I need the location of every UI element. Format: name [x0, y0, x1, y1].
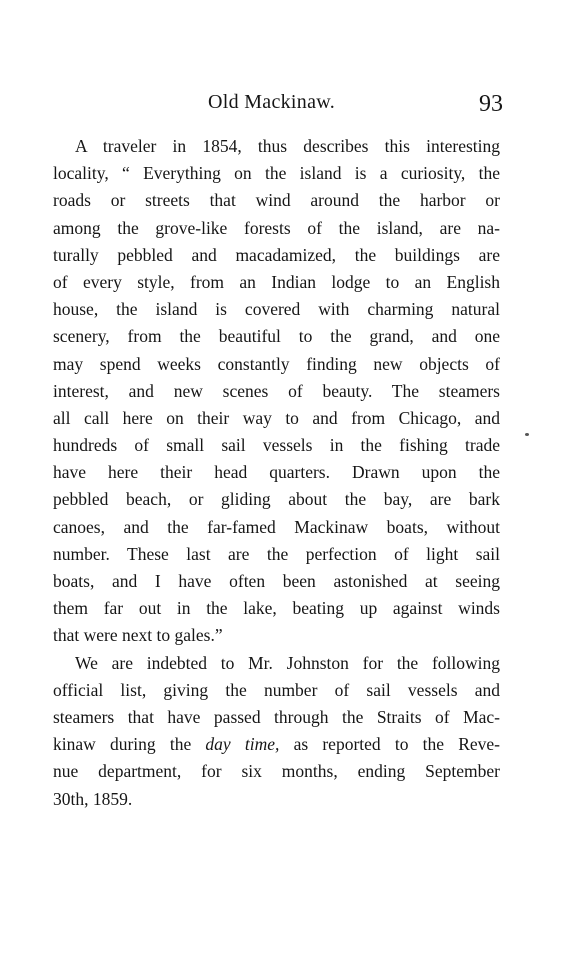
body-text: [53, 133, 500, 813]
paragraph-2: [53, 650, 500, 813]
text-line: number. These last are the perfection of light sail: [53, 543, 500, 564]
text-segment: as reported to the Reve-: [279, 734, 501, 755]
text-line: scenery, from the beautiful to the grand, and one: [53, 326, 500, 347]
text-line: locality, “ Everything on the island is a curiosity, the: [53, 163, 500, 184]
text-line: 30th, 1859.: [53, 788, 133, 809]
text-line: turally pebbled and macadamized, the buildings are: [53, 244, 500, 265]
text-line: A traveler in 1854, thus describes this interesting: [75, 136, 500, 156]
italic-phrase: day time,: [205, 734, 280, 755]
running-title: Old Mackinaw.: [208, 91, 336, 113]
paragraph-1: [53, 133, 500, 650]
text-line: hundreds of small sail vessels in the fishing trade: [53, 435, 500, 456]
text-line: among the grove-like forests of the island, are na-: [53, 217, 500, 238]
text-line: canoes, and the far-famed Mackinaw boats, without: [53, 516, 500, 537]
text-line: roads or streets that wind around the harbor or: [53, 190, 500, 211]
page-number: 93: [479, 91, 503, 117]
text-line: boats, and I have often been astonished at seeing: [53, 571, 500, 591]
ink-speck: [525, 433, 529, 436]
text-line: have here their head quarters. Drawn upon the: [53, 462, 500, 483]
text-line: all call here on their way to and from Chicago, and: [53, 407, 500, 428]
text-line: steamers that have passed through the Straits of Mac-: [53, 706, 500, 727]
text-line: nue department, for six months, ending September: [53, 761, 500, 782]
text-line: of every style, from an Indian lodge to an English: [53, 271, 500, 292]
text-line: We are indebted to Mr. Johnston for the following: [75, 652, 500, 673]
text-line: official list, giving the number of sail vessels and: [53, 679, 500, 700]
text-line: them far out in the lake, beating up against winds: [53, 598, 500, 619]
text-line: interest, and new scenes of beauty. The steamers: [53, 380, 500, 401]
text-line: pebbled beach, or gliding about the bay, are bark: [53, 489, 500, 510]
text-line: house, the island is covered with charming natural: [53, 299, 500, 320]
text-line: may spend weeks constantly finding new objects of: [53, 353, 500, 374]
text-line: that were next to gales.”: [53, 625, 223, 646]
text-segment: kinaw during the: [53, 734, 206, 755]
text-line-with-italic: [53, 731, 500, 758]
